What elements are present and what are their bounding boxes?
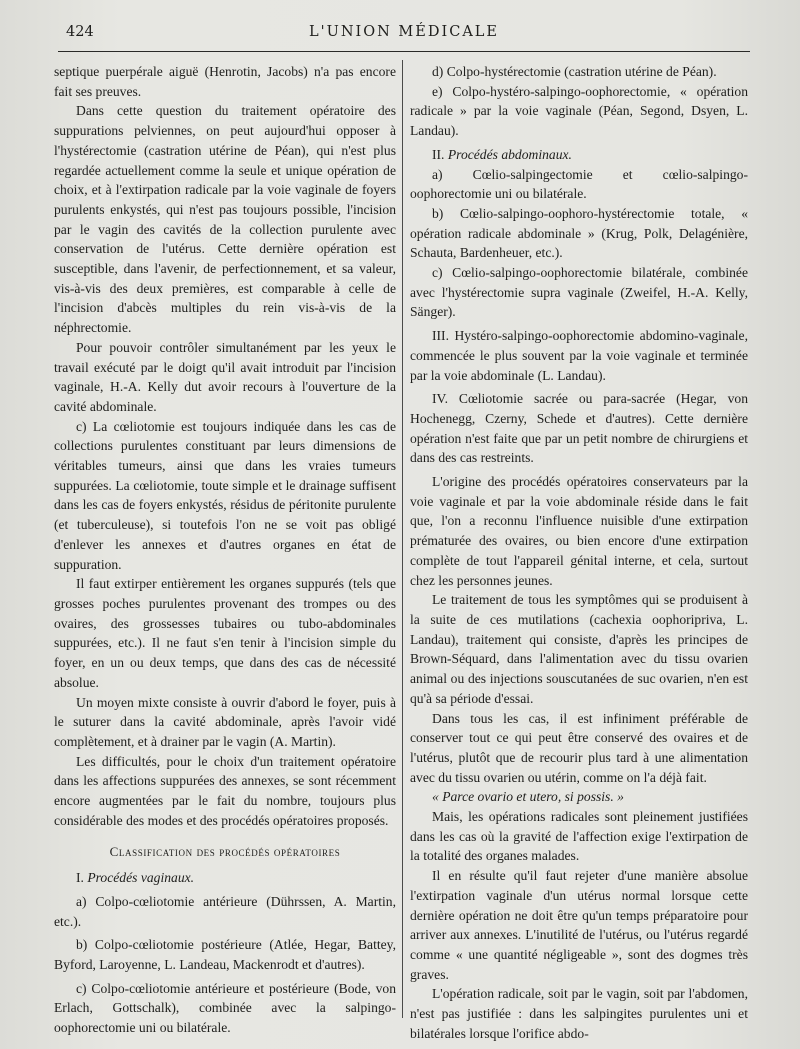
- paragraph: L'origine des procédés opératoires conservateurs par la voie vaginale et par la voie abdominale réside dans le fait que, l'on a reconnu l'influence nuisible d'une extirpation prématurée des ovaires, ou bien encore d'une extirpation complète de tout l'appareil génital interne, et cela, surtout chez les personnes jeunes.: [410, 474, 748, 588]
- section-heading: Classification des procédés opératoires: [109, 844, 341, 860]
- quotation-text: « Parce ovario et utero, si possis. »: [432, 789, 624, 805]
- list-item: b) Colpo-cœliotomie postérieure (Atlée, Hegar, Battey, Byford, Laroyenne, L. Landeau, Mackenrodt et d'autres).: [54, 937, 396, 972]
- list-item: b) Cœlio-salpingo-oophoro-hystérectomie totale, « opération radicale abdominale » (Krug, Polk, Delagénière, Schauta, Bardenheuer, etc.).: [410, 205, 748, 261]
- subsection-title: [410, 145, 748, 165]
- header-rule: [58, 51, 750, 52]
- paragraph: Dans cette question du traitement opératoire des suppurations pelviennes, on peut aujourd'hui opposer à l'hystérectomie (castration utérine de Péan), qui n'est plus regardée actuellement comme la seule et unique opération de choix, et à l'extirpation radicale par la voie vaginale de foyers purulents enkystés, qui n'est pas toujours possible, l'incision par le vagin des cavités de la collection purulente avec conservation de l'utérus. Cette dernière opération est susceptible, dans l'avenir, de perfectionnement, et sa valeur, vis-à-vis des deux premières, est comparable à celle de l'incision d'abcès multiples du rein vis-à-vis de la néphrectomie.: [54, 103, 396, 336]
- list-item: c) Cœlio-salpingo-oophorectomie bilatérale, combinée avec l'hystérectomie supra vaginale (Zweifel, H.-A. Kelly, Sänger).: [410, 265, 748, 320]
- list-item: d) Colpo-hystérectomie (castration utérine de Péan).: [432, 64, 717, 79]
- page-header: [58, 24, 750, 50]
- list-item: c) Colpo-cœliotomie antérieure et postérieure (Bode, von Erlach, Gottschalk), combinée avec la salpingo-oophorectomie uni ou bilatérale.: [54, 980, 396, 1036]
- paragraph: Un moyen mixte consiste à ouvrir d'abord le foyer, puis à le suturer dans la cavité abdominale, après l'avoir vidé complètement, et à drainer par le vagin (A. Martin).: [54, 694, 396, 749]
- paragraph: Il en résulte qu'il faut rejeter d'une manière absolue l'extirpation vaginale d'un utérus normal lorsque cette dernière opération ne doit être qu'un temps préparatoire pour arriver aux annexes. L'inutilité de l'utérus, ou l'utérus regardé comme « une quantité négligeable », sont des dogmes très graves.: [410, 868, 748, 982]
- subsection-label: Procédés abdominaux.: [447, 146, 572, 162]
- paragraph: Il faut extirper entièrement les organes suppurés (tels que grosses poches purulentes provenant des trompes ou des ovaires, des grossesses tubaires ou tubo-abdominales suppurées, etc.). Il ne faut s'en tenir à l'incision simple du foyer, en un ou deux temps, que dans des cas de nécessité absolue.: [54, 576, 396, 690]
- list-item: a) Cœlio-salpingectomie et cœlio-salpingo-oophorectomie uni ou bilatérale.: [410, 166, 748, 202]
- list-item: III. Hystéro-salpingo-oophorectomie abdomino-vaginale, commencée le plus souvent par la voie vaginale et terminée par la voie abdominale (L. Landau).: [410, 328, 748, 383]
- paragraph: Dans tous les cas, il est infiniment préférable de conserver tout ce qui peut être conservé des ovaires et de l'utérus, plutôt que de recourir plus tard à une alimentation avec du tissu ovarien ou utérin, comme on l'a déjà fait.: [410, 710, 748, 785]
- subsection-title: [54, 868, 396, 888]
- page-number: 424: [66, 24, 94, 40]
- list-item: a) Colpo-cœliotomie antérieure (Dührssen, A. Martin, etc.).: [54, 893, 396, 929]
- subsection-number: I.: [76, 870, 84, 886]
- quotation: [410, 787, 748, 807]
- column-divider: [402, 60, 403, 1018]
- paragraph: Les difficultés, pour le choix d'un traitement opératoire dans les affections suppurées des annexes, se sont récemment encore augmentées par le fait du nombre, toujours plus considérable des modes et des procédés opératoires proposés.: [54, 753, 396, 828]
- left-column: [54, 62, 396, 1038]
- paragraph: L'opération radicale, soit par le vagin, soit par l'abdomen, n'est pas justifiée : dans les salpingites purulentes uni et bilatérales lorsque l'orifice abdo-: [410, 986, 748, 1041]
- paragraph: Pour pouvoir contrôler simultanément par les yeux le travail exécuté par le doigt qu'il avait introduit par l'incision vaginale, H.-A. Kelly dut avoir recours à l'ouverture de la cavité abdominale.: [54, 339, 396, 414]
- paragraph: septique puerpérale aiguë (Henrotin, Jacobs) n'a pas encore fait ses preuves.: [54, 64, 396, 99]
- list-item: e) Colpo-hystéro-salpingo-oophorectomie, « opération radicale » par la voie vaginale (Péan, Segond, Dsyen, L. Landau).: [410, 83, 748, 139]
- subsection-label: Procédés vaginaux.: [87, 870, 195, 886]
- paragraph: Le traitement de tous les symptômes qui se produisent à la suite de ces mutilations (cachexia oophoripriva, L. Landau), traitement qui consiste, d'après les principes de Brown-Séquard, dans l'alimentation avec du tissu ovarien animal ou des injections souscutanées de suc ovarien, n'en est qu'à sa période d'essai.: [410, 592, 748, 706]
- right-column: [410, 62, 748, 1043]
- journal-title: L'UNION MÉDICALE: [309, 24, 499, 40]
- paragraph: Mais, les opérations radicales sont pleinement justifiées dans les cas où la gravité de l'affection exige l'extirpation de la totalité des organes malades.: [410, 809, 748, 864]
- subsection-number: II.: [432, 146, 445, 162]
- list-item: IV. Cœliotomie sacrée ou para-sacrée (Hegar, von Hochenegg, Czerny, Schede et d'autres). Cette dernière opération n'est faite que par un petit nombre de chirurgiens et dans des cas restreints.: [410, 391, 748, 466]
- paragraph: c) La cœliotomie est toujours indiquée dans les cas de collections purulentes constituant par leurs dimensions de véritables tumeurs, ainsi que dans les vraies tumeurs suppurées. La cœliotomie, toute simple et le drainage suffisent dans les cas de foyers enkystés, résidus de péritonite purulente (et tuberculeuse), si toutefois l'on ne se voit pas obligé d'enlever les annexes et d'autres organes en état de suppuration.: [54, 418, 396, 572]
